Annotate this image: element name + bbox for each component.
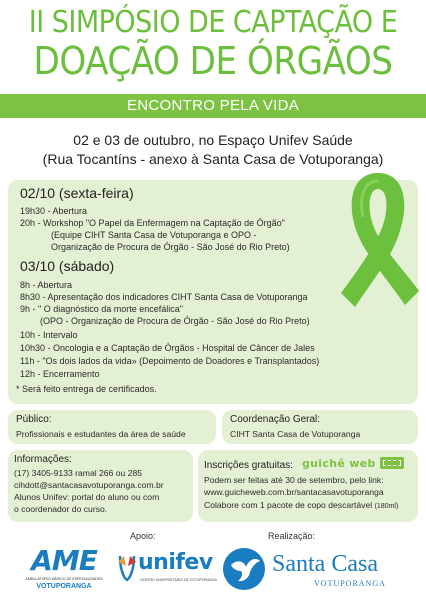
inscricoes-label: Inscrições gratuitas: bbox=[204, 460, 293, 471]
dove-icon bbox=[222, 547, 266, 591]
day2-note: * Será feito entrega de certificados. bbox=[16, 384, 157, 394]
email-text[interactable]: cihdott@santacasavotuporanga.com.br bbox=[14, 480, 164, 490]
apoio-label: Apoio: bbox=[130, 531, 156, 541]
unifev-emblem-icon bbox=[116, 552, 138, 582]
day1-line: Organização de Procura de Órgão - São José do Rio Preto) bbox=[51, 242, 290, 252]
day1-line: 19h30 - Abertura bbox=[20, 206, 88, 216]
ame-logo-text: AME bbox=[31, 544, 97, 577]
publico-text: Profissionais e estudantes da área de saúde bbox=[16, 429, 186, 439]
ame-logo bbox=[18, 546, 110, 594]
unifev-logo-sub: CENTRO UNIVERSITÁRIO DE VOTUPORANGA bbox=[140, 578, 218, 582]
day1-heading: 02/10 (sexta-feira) bbox=[20, 185, 134, 201]
publico-label: Público: bbox=[16, 414, 52, 425]
day2-line: 9h - " O diagnóstico da morte encefálica" bbox=[20, 304, 183, 314]
day2-line: 10h - Intervalo bbox=[20, 330, 78, 340]
coordenacao-text: CIHT Santa Casa de Votuporanga bbox=[230, 429, 361, 439]
title-line-1: II SIMPÓSIO DE CAPTAÇÃO E bbox=[28, 5, 398, 40]
inscricoes-box bbox=[198, 450, 418, 522]
day2-line: 10h30 - Oncologia e a Captação de Órgãos - Hospital de Câncer de Jales bbox=[20, 343, 315, 353]
inscricoes-text: Podem ser feitas até 30 de setembro, pelo link: bbox=[204, 475, 384, 485]
day2-line: 8h30 - Apresentação dos indicadores CIHT Santa Casa de Votuporanga bbox=[20, 292, 308, 302]
guicheweb-logo bbox=[302, 455, 404, 471]
copo-text: Colabore com 1 pacote de copo descartável bbox=[204, 500, 373, 510]
ame-logo-city: VOTUPORANGA bbox=[36, 583, 92, 590]
info-text: o coordenador do curso. bbox=[14, 504, 108, 514]
title-line-2: DOAÇÃO DE ÓRGÃOS bbox=[33, 39, 393, 83]
inscricoes-note bbox=[204, 500, 398, 512]
banner: ENCONTRO PELA VIDA bbox=[0, 94, 426, 118]
copo-size: (180ml) bbox=[374, 503, 399, 510]
coordenacao-label: Coordenação Geral: bbox=[230, 414, 321, 425]
info-text: Alunos Unifev: portal do aluno ou com bbox=[14, 492, 160, 502]
santa-casa-logo bbox=[222, 545, 418, 595]
unifev-logo bbox=[116, 548, 216, 592]
coordenacao-box bbox=[222, 410, 418, 444]
day1-line: 20h - Workshop "O Papel da Enfermagem na Captação de Órgão" bbox=[20, 218, 285, 228]
ticket-icon bbox=[380, 457, 404, 469]
day2-heading: 03/10 (sábado) bbox=[20, 258, 115, 274]
guicheweb-logo-text: guichê web bbox=[302, 456, 376, 470]
realizacao-label: Realização: bbox=[268, 531, 316, 541]
subtitle-line-1: 02 e 03 de outubro, no Espaço Unifev Saúde bbox=[73, 132, 353, 148]
awareness-ribbon-icon bbox=[333, 165, 423, 315]
phone-text: (17) 3405-9133 ramal 266 ou 285 bbox=[14, 468, 143, 478]
santa-casa-logo-sub: VOTUPORANGA bbox=[314, 579, 386, 588]
day2-line: 8h - Abertura bbox=[20, 280, 73, 290]
inscricoes-link[interactable]: www.guicheweb.com.br/santacasavotuporanga bbox=[204, 487, 384, 497]
santa-casa-logo-text: Santa Casa bbox=[272, 551, 378, 577]
day2-line: 12h - Encerramento bbox=[20, 369, 100, 379]
day1-line: (Equipe CIHT Santa Casa de Votuporanga e OPO - bbox=[51, 230, 257, 240]
day2-line: (OPO - Organização de Procura de Órgão - São José do Rio Preto) bbox=[40, 316, 310, 326]
day2-line: 11h - "Os dois lados da vida» (Depoimento de Doadores e Transplantados) bbox=[20, 356, 320, 366]
publico-box bbox=[8, 410, 216, 444]
informacoes-label: Informações: bbox=[14, 454, 72, 465]
unifev-logo-text: unifev bbox=[138, 550, 213, 575]
informacoes-box bbox=[8, 450, 193, 522]
ame-logo-sub: AMBULATÓRIO MÉDICO DE ESPECIALIDADES bbox=[25, 577, 103, 581]
subtitle-line-2: (Rua Tocantíns - anexo à Santa Casa de Votuporanga) bbox=[42, 151, 384, 167]
